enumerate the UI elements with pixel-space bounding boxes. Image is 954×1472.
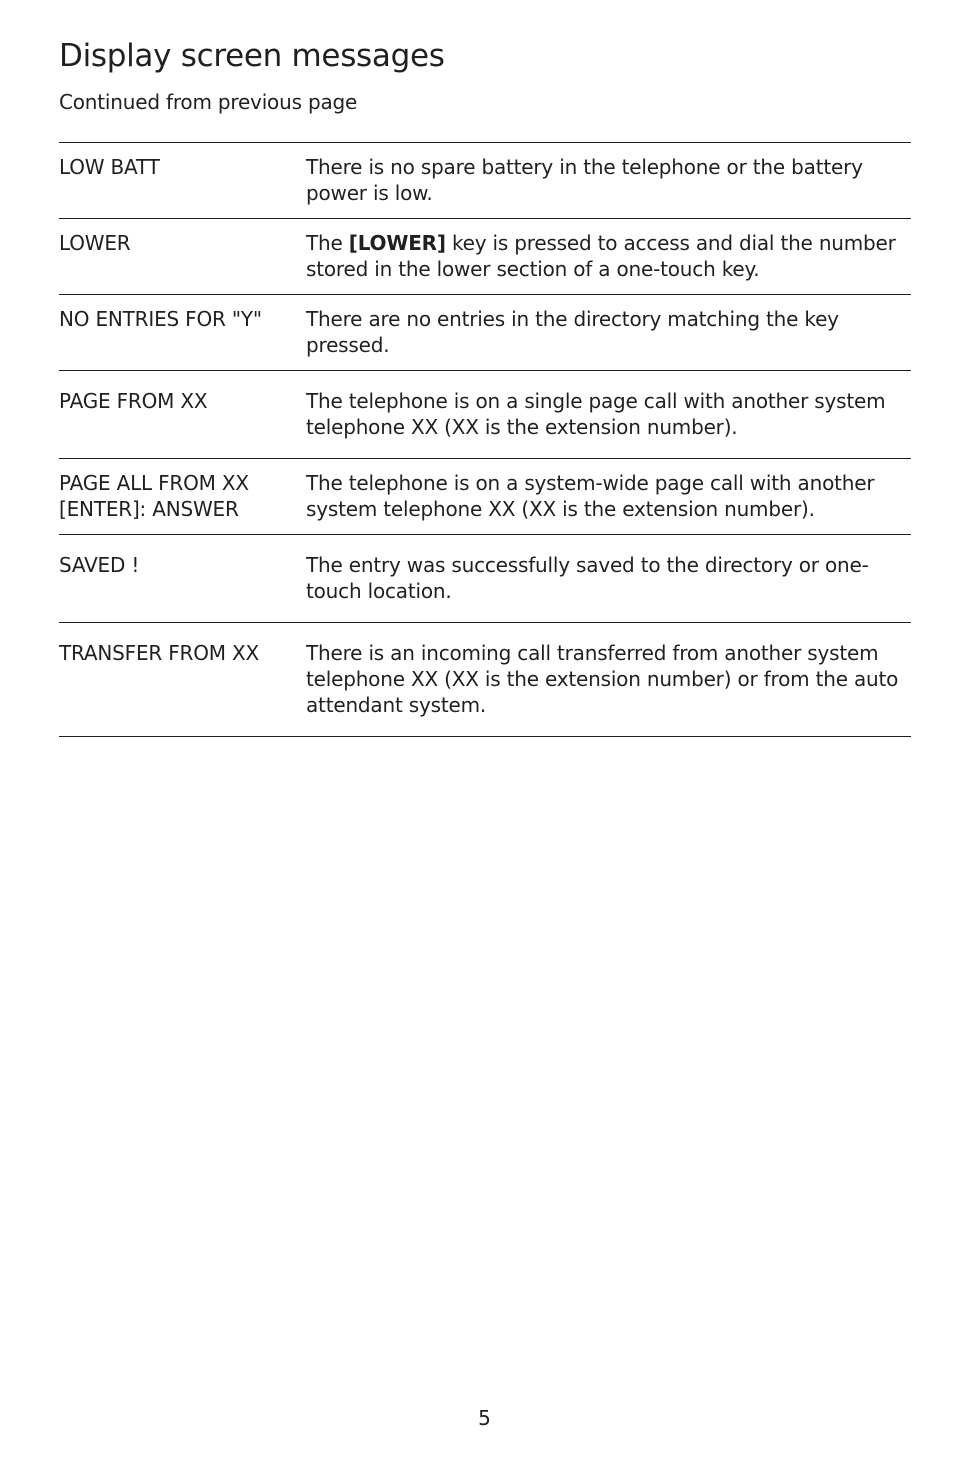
table-row	[59, 219, 911, 295]
page-title: Display screen messages	[59, 38, 445, 74]
message-code: LOWER	[59, 219, 306, 295]
message-description	[306, 459, 911, 535]
continued-note: Continued from previous page	[59, 90, 358, 114]
message-description	[306, 623, 911, 737]
message-code	[59, 459, 306, 535]
message-code-line: PAGE ALL FROM XX	[59, 471, 249, 495]
description-text: The	[306, 231, 349, 255]
message-code: TRANSFER FROM XX	[59, 623, 306, 737]
description-text: The telephone is on a single page call with another system telephone XX (XX is the extension number).	[306, 389, 886, 439]
message-code: NO ENTRIES FOR "Y"	[59, 295, 306, 371]
description-text: key is pressed to access and dial the number stored in the lower section of a one-touch key.	[306, 231, 896, 281]
message-description	[306, 535, 911, 623]
key-name: [LOWER]	[348, 231, 446, 255]
message-code-line: [ENTER]: ANSWER	[59, 497, 239, 521]
message-code: SAVED !	[59, 535, 306, 623]
description-text: There is no spare battery in the telephone or the battery power is low.	[306, 155, 863, 205]
description-text: There is an incoming call transferred from another system telephone XX (XX is the extension number) or from the auto attendant system.	[306, 641, 899, 717]
message-code: LOW BATT	[59, 143, 306, 219]
description-text: The telephone is on a system-wide page call with another system telephone XX (XX is the extension number).	[306, 471, 875, 521]
message-code: PAGE FROM XX	[59, 371, 306, 459]
message-description	[306, 295, 911, 371]
display-messages-table	[59, 142, 911, 737]
description-text: There are no entries in the directory matching the key pressed.	[306, 307, 839, 357]
table-row	[59, 535, 911, 623]
message-description	[306, 143, 911, 219]
table-row	[59, 143, 911, 219]
description-text: The entry was successfully saved to the directory or one-touch location.	[306, 553, 869, 603]
table-row	[59, 459, 911, 535]
table-row	[59, 623, 911, 737]
message-description	[306, 219, 911, 295]
table-row	[59, 295, 911, 371]
table-row	[59, 371, 911, 459]
message-description	[306, 371, 911, 459]
page-number: 5	[478, 1406, 491, 1430]
